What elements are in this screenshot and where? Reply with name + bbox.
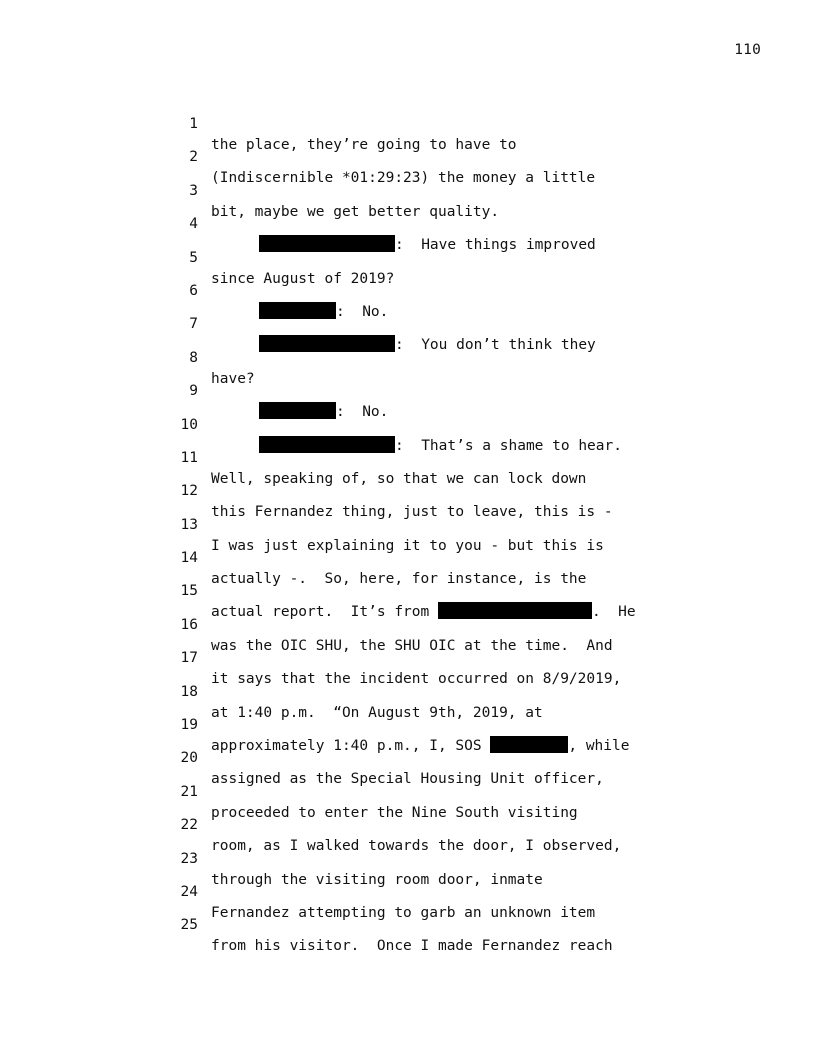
transcript-line bbox=[170, 661, 690, 721]
line-text: assigned as the Special Housing Unit officer, bbox=[211, 771, 604, 788]
transcript-line bbox=[170, 260, 690, 320]
text-after-redaction: , while bbox=[568, 738, 630, 755]
transcript-line bbox=[170, 828, 690, 888]
line-number: 12 bbox=[180, 483, 198, 500]
line-number: 20 bbox=[180, 750, 198, 767]
line-text: was the OIC SHU, the SHU OIC at the time. And bbox=[211, 637, 613, 654]
line-text: Well, speaking of, so that we can lock down bbox=[211, 470, 587, 487]
transcript-line bbox=[170, 527, 690, 588]
transcript-line bbox=[170, 427, 690, 487]
transcript-line bbox=[170, 861, 690, 921]
line-number: 23 bbox=[180, 850, 198, 867]
line-number: 1 bbox=[189, 116, 198, 132]
transcript-line bbox=[170, 894, 690, 955]
transcript-line bbox=[170, 193, 690, 254]
page-number: 110 bbox=[734, 42, 761, 58]
line-number: 5 bbox=[189, 249, 198, 266]
utterance: : That’s a shame to hear. bbox=[395, 437, 622, 454]
transcript-line bbox=[170, 394, 690, 454]
line-text: (Indiscernible *01:29:23) the money a little bbox=[211, 170, 596, 187]
line-number: 25 bbox=[180, 917, 198, 934]
line-number: 8 bbox=[189, 349, 198, 366]
line-text: through the visiting room door, inmate bbox=[211, 871, 543, 888]
line-number: 10 bbox=[180, 416, 198, 433]
line-number: 9 bbox=[189, 383, 198, 400]
line-text: from his visitor. Once I made Fernandez reach bbox=[211, 938, 613, 955]
transcript-line bbox=[170, 794, 690, 855]
line-text: proceeded to enter the Nine South visiting bbox=[211, 804, 578, 821]
transcript-line bbox=[170, 293, 690, 354]
line-text: room, as I walked towards the door, I observed, bbox=[211, 838, 622, 855]
transcript-line bbox=[170, 227, 690, 287]
line-text: Fernandez attempting to garb an unknown item bbox=[211, 904, 596, 921]
line-text: at 1:40 p.m. “On August 9th, 2019, at bbox=[211, 704, 543, 721]
transcript-line bbox=[170, 160, 690, 220]
line-text: this Fernandez thing, just to leave, this is - bbox=[211, 504, 613, 521]
line-text: I was just explaining it to you - but this is bbox=[211, 537, 604, 554]
line-text: the place, they’re going to have to bbox=[211, 137, 517, 153]
line-text: since August of 2019? bbox=[211, 270, 395, 287]
line-number: 13 bbox=[180, 516, 198, 533]
line-number: 4 bbox=[189, 216, 198, 233]
line-number: 17 bbox=[180, 650, 198, 667]
line-number: 7 bbox=[189, 316, 198, 333]
utterance: : Have things improved bbox=[395, 237, 596, 254]
transcript-line bbox=[170, 560, 690, 621]
utterance: : You don’t think they bbox=[395, 337, 596, 354]
line-number: 18 bbox=[180, 683, 198, 700]
line-number: 3 bbox=[189, 182, 198, 199]
transcript-line bbox=[170, 126, 690, 187]
transcript-body bbox=[170, 93, 690, 955]
utterance: : No. bbox=[336, 404, 389, 421]
line-number: 16 bbox=[180, 616, 198, 633]
line-number: 2 bbox=[189, 149, 198, 166]
line-text: have? bbox=[211, 370, 255, 387]
line-number: 15 bbox=[180, 583, 198, 600]
text-after-redaction: . He bbox=[591, 604, 636, 621]
line-text: it says that the incident occurred on 8/9/2019, bbox=[211, 671, 622, 688]
transcript-line bbox=[170, 594, 690, 654]
line-number: 14 bbox=[180, 550, 198, 567]
transcript-line bbox=[170, 761, 690, 821]
line-number: 24 bbox=[180, 883, 198, 900]
transcript-line bbox=[170, 627, 690, 688]
text-before-redaction: actual report. It’s from bbox=[211, 604, 438, 621]
line-text: actually -. So, here, for instance, is the bbox=[211, 571, 587, 588]
transcript-line bbox=[170, 494, 690, 554]
transcript-line bbox=[170, 460, 690, 521]
transcript-line bbox=[170, 694, 690, 755]
line-number: 19 bbox=[180, 717, 198, 734]
line-number: 21 bbox=[180, 783, 198, 800]
transcript-line bbox=[170, 360, 690, 421]
line-number: 6 bbox=[189, 282, 198, 299]
transcript-line bbox=[170, 327, 690, 387]
line-number: 11 bbox=[180, 449, 198, 466]
transcript-line bbox=[170, 93, 690, 153]
text-before-redaction: approximately 1:40 p.m., I, SOS bbox=[211, 738, 491, 755]
line-number: 22 bbox=[180, 817, 198, 834]
transcript-line bbox=[170, 727, 690, 788]
line-text: bit, maybe we get better quality. bbox=[211, 203, 500, 220]
utterance: : No. bbox=[336, 303, 389, 320]
